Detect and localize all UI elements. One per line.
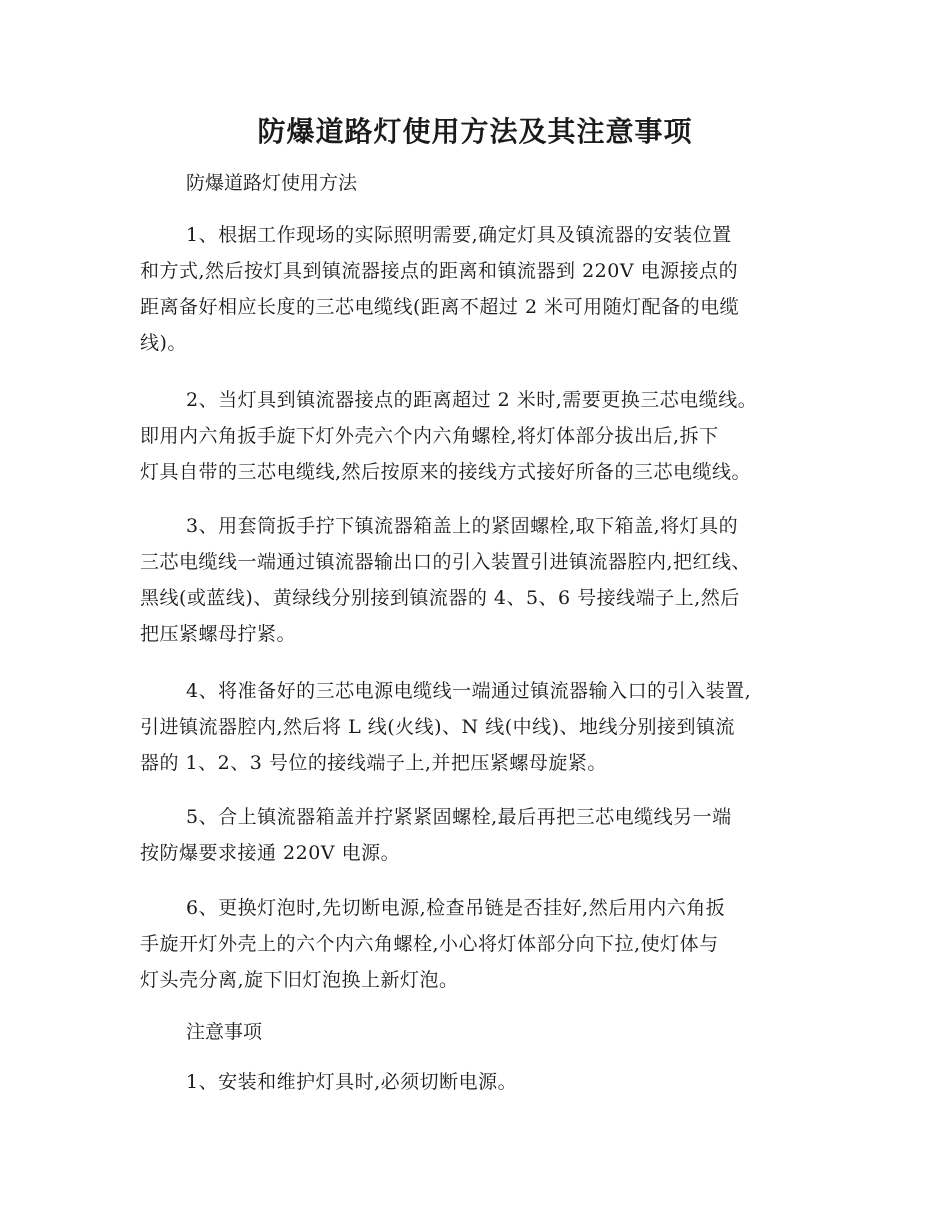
note-1 (140, 1064, 840, 1100)
document-title: 防爆道路灯使用方法及其注意事项 (257, 115, 693, 148)
paragraph-line: 器的 1、2、3 号位的接线端子上,并把压紧螺母旋紧。 (140, 752, 607, 774)
section-heading-usage: 防爆道路灯使用方法 (186, 172, 358, 194)
paragraph-6 (140, 890, 840, 998)
paragraph-4 (140, 673, 840, 781)
paragraph-line: 1、根据工作现场的实际照明需要,确定灯具及镇流器的安装位置 (186, 224, 732, 246)
paragraph-2 (140, 382, 840, 490)
paragraph-line: 线)。 (140, 332, 187, 354)
paragraph-line: 1、安装和维护灯具时,必须切断电源。 (186, 1071, 518, 1093)
paragraph-line: 4、将准备好的三芯电源电缆线一端通过镇流器输入口的引入装置, (186, 680, 752, 702)
paragraph-line: 引进镇流器腔内,然后将 L 线(火线)、N 线(中线)、地线分别接到镇流 (140, 716, 736, 738)
paragraph-line: 即用内六角扳手旋下灯外壳六个内六角螺栓,将灯体部分拔出后,拆下 (140, 425, 719, 447)
paragraph-line: 5、合上镇流器箱盖并拧紧紧固螺栓,最后再把三芯电缆线另一端 (186, 806, 732, 828)
section-heading-notes: 注意事项 (186, 1021, 263, 1043)
paragraph-5 (140, 799, 840, 871)
paragraph-line: 6、更换灯泡时,先切断电源,检查吊链是否挂好,然后用内六角扳 (186, 897, 726, 919)
paragraph-line: 灯具自带的三芯电缆线,然后按原来的接线方式接好所备的三芯电缆线。 (140, 461, 752, 483)
paragraph-line: 3、用套筒扳手拧下镇流器箱盖上的紧固螺栓,取下箱盖,将灯具的 (186, 515, 739, 537)
paragraph-line: 2、当灯具到镇流器接点的距离超过 2 米时,需要更换三芯电缆线。 (186, 389, 758, 411)
paragraph-line: 黑线(或蓝线)、黄绿线分别接到镇流器的 4、5、6 号接线端子上,然后 (140, 587, 740, 609)
paragraph-3 (140, 508, 840, 652)
paragraph-line: 距离备好相应长度的三芯电缆线(距离不超过 2 米可用随灯配备的电缆 (140, 296, 740, 318)
paragraph-line: 手旋开灯外壳上的六个内六角螺栓,小心将灯体部分向下拉,使灯体与 (140, 933, 719, 955)
paragraph-line: 和方式,然后按灯具到镇流器接点的距离和镇流器到 220V 电源接点的 (140, 260, 739, 282)
paragraph-line: 灯头壳分离,旋下旧灯泡换上新灯泡。 (140, 969, 459, 991)
paragraph-1 (140, 217, 840, 361)
paragraph-line: 三芯电缆线一端通过镇流器输出口的引入装置引进镇流器腔内,把红线、 (140, 551, 752, 573)
paragraph-line: 按防爆要求接通 220V 电源。 (140, 842, 401, 864)
paragraph-line: 把压紧螺母拧紧。 (140, 623, 297, 645)
